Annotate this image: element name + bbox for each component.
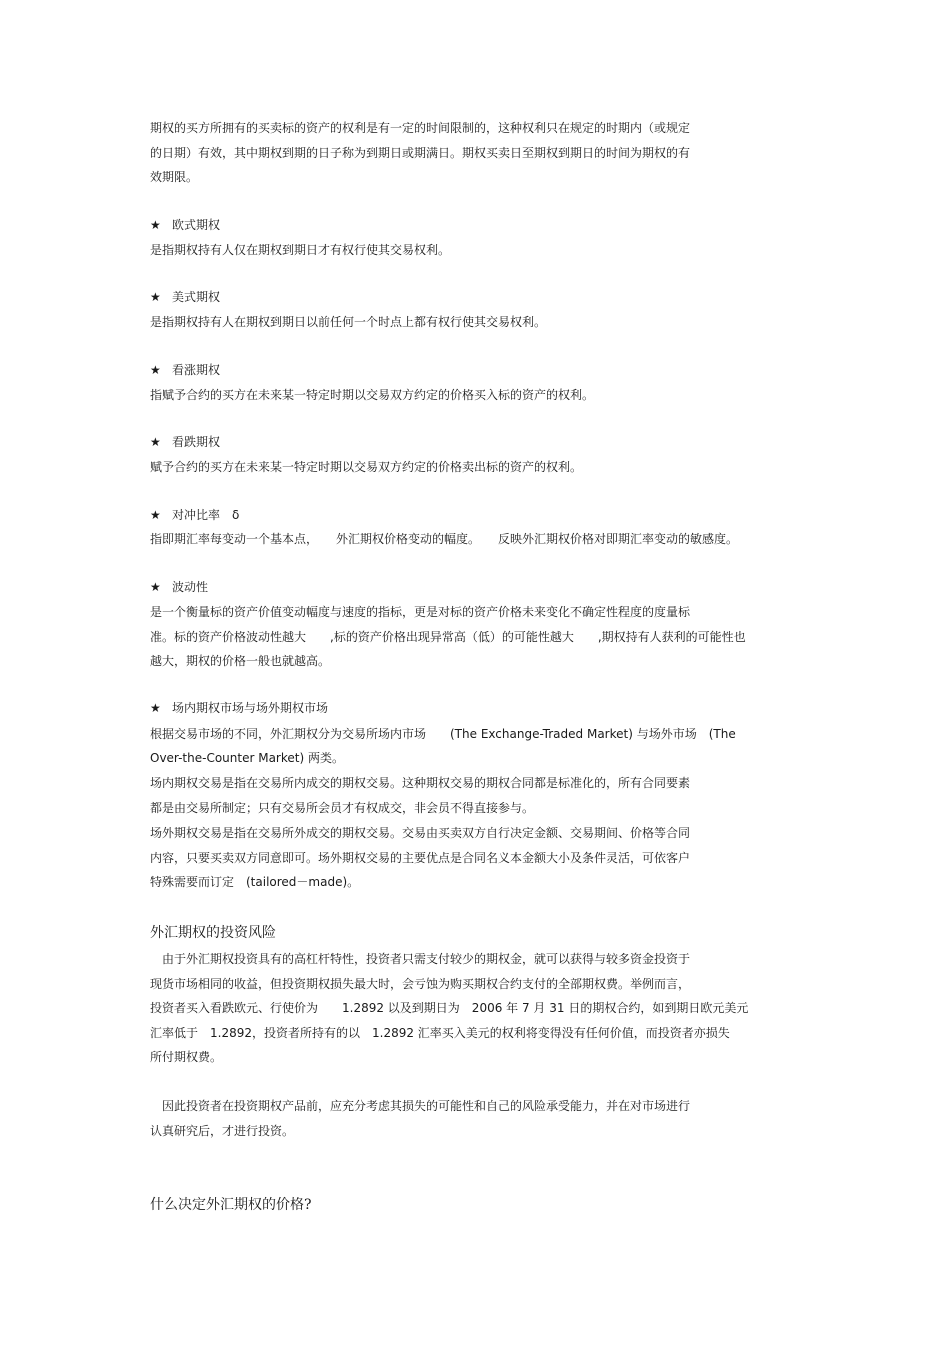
risk-paragraph-line: 由于外汇期权投资具有的高杠杆特性，投资者只需支付较少的期权金，就可以获得与较多资金投资于 bbox=[150, 952, 691, 966]
term-description: 越大，期权的价格一般也就越高。 bbox=[150, 654, 331, 668]
term-title: 看跌期权 bbox=[172, 435, 221, 449]
section-heading-price: 什么决定外汇期权的价格? bbox=[150, 1197, 312, 1213]
star-icon: ★ bbox=[150, 580, 161, 594]
star-icon: ★ bbox=[150, 508, 161, 522]
term-title: 场内期权市场与场外期权市场 bbox=[172, 701, 329, 715]
term-description: 根据交易市场的不同，外汇期权分为交易所场内市场 (The Exchange-Traded Market) 与场外市场 (The bbox=[150, 727, 736, 741]
term-heading-european bbox=[150, 217, 220, 233]
term-heading-volatility bbox=[150, 579, 208, 595]
term-description: 场内期权交易是指在交易所内成交的期权交易。这种期权交易的期权合同都是标准化的，所有合同要素 bbox=[150, 776, 691, 790]
star-icon: ★ bbox=[150, 435, 161, 449]
term-title: 美式期权 bbox=[172, 290, 221, 304]
term-description: 内容，只要买卖双方同意即可。场外期权交易的主要优点是合同名义本金额大小及条件灵活，可依客户 bbox=[150, 851, 691, 865]
term-description: 赋予合约的买方在未来某一特定时期以交易双方约定的价格卖出标的资产的权利。 bbox=[150, 460, 583, 474]
term-heading-markets bbox=[150, 700, 328, 716]
term-description: 指赋予合约的买方在未来某一特定时期以交易双方约定的价格买入标的资产的权利。 bbox=[150, 388, 595, 402]
star-icon: ★ bbox=[150, 218, 161, 232]
term-description: 特殊需要而订定 (tailored－made)。 bbox=[150, 875, 360, 889]
term-heading-call bbox=[150, 362, 220, 378]
term-description: 准。标的资产价格波动性越大 ,标的资产价格出现异常高（低）的可能性越大 ,期权持有人获利的可能性也 bbox=[150, 630, 746, 644]
term-description: Over-the-Counter Market) 两类。 bbox=[150, 751, 344, 765]
term-heading-american bbox=[150, 289, 220, 305]
risk-paragraph-line: 因此投资者在投资期权产品前，应充分考虑其损失的可能性和自己的风险承受能力，并在对市场进行 bbox=[150, 1099, 691, 1113]
risk-paragraph-line: 汇率低于 1.2892，投资者所持有的以 1.2892 汇率买入美元的权利将变得没有任何价值，而投资者亦损失 bbox=[150, 1026, 730, 1040]
star-icon: ★ bbox=[150, 701, 161, 715]
term-title: 对冲比率 δ bbox=[172, 508, 240, 522]
term-description: 指即期汇率每变动一个基本点， 外汇期权价格变动的幅度。 反映外汇期权价格对即期汇率变动的敏感度。 bbox=[150, 532, 739, 546]
term-description: 场外期权交易是指在交易所外成交的期权交易。交易由买卖双方自行决定金额、交易期间、价格等合同 bbox=[150, 826, 691, 840]
star-icon: ★ bbox=[150, 363, 161, 377]
term-heading-put bbox=[150, 434, 220, 450]
risk-paragraph-line: 投资者买入看跌欧元、行使价为 1.2892 以及到期日为 2006 年 7 月 31 日的期权合约，如到期日欧元美元 bbox=[150, 1001, 749, 1015]
term-description: 都是由交易所制定；只有交易所会员才有权成交，非会员不得直接参与。 bbox=[150, 801, 535, 815]
term-title: 看涨期权 bbox=[172, 363, 221, 377]
section-heading-risk: 外汇期权的投资风险 bbox=[150, 925, 276, 941]
intro-line: 效期限。 bbox=[150, 170, 199, 184]
risk-paragraph-line: 所付期权费。 bbox=[150, 1050, 223, 1064]
term-description: 是一个衡量标的资产价值变动幅度与速度的指标，更是对标的资产价格未来变化不确定性程度的度量标 bbox=[150, 605, 691, 619]
star-icon: ★ bbox=[150, 290, 161, 304]
term-title: 波动性 bbox=[172, 580, 209, 594]
risk-paragraph-line: 现货市场相同的收益，但投资期权损失最大时，会亏蚀为购买期权合约支付的全部期权费。举例而言， bbox=[150, 977, 691, 991]
intro-line: 期权的买方所拥有的买卖标的资产的权利是有一定的时间限制的，这种权利只在规定的时期内（或规定 bbox=[150, 121, 691, 135]
term-description: 是指期权持有人在期权到期日以前任何一个时点上都有权行使其交易权利。 bbox=[150, 315, 547, 329]
term-heading-hedge-ratio bbox=[150, 507, 239, 523]
term-title: 欧式期权 bbox=[172, 218, 221, 232]
intro-line: 的日期）有效，其中期权到期的日子称为到期日或期满日。期权买卖日至期权到期日的时间为期权的有 bbox=[150, 146, 691, 160]
term-description: 是指期权持有人仅在期权到期日才有权行使其交易权利。 bbox=[150, 243, 451, 257]
risk-paragraph-line: 认真研究后，才进行投资。 bbox=[150, 1124, 295, 1138]
